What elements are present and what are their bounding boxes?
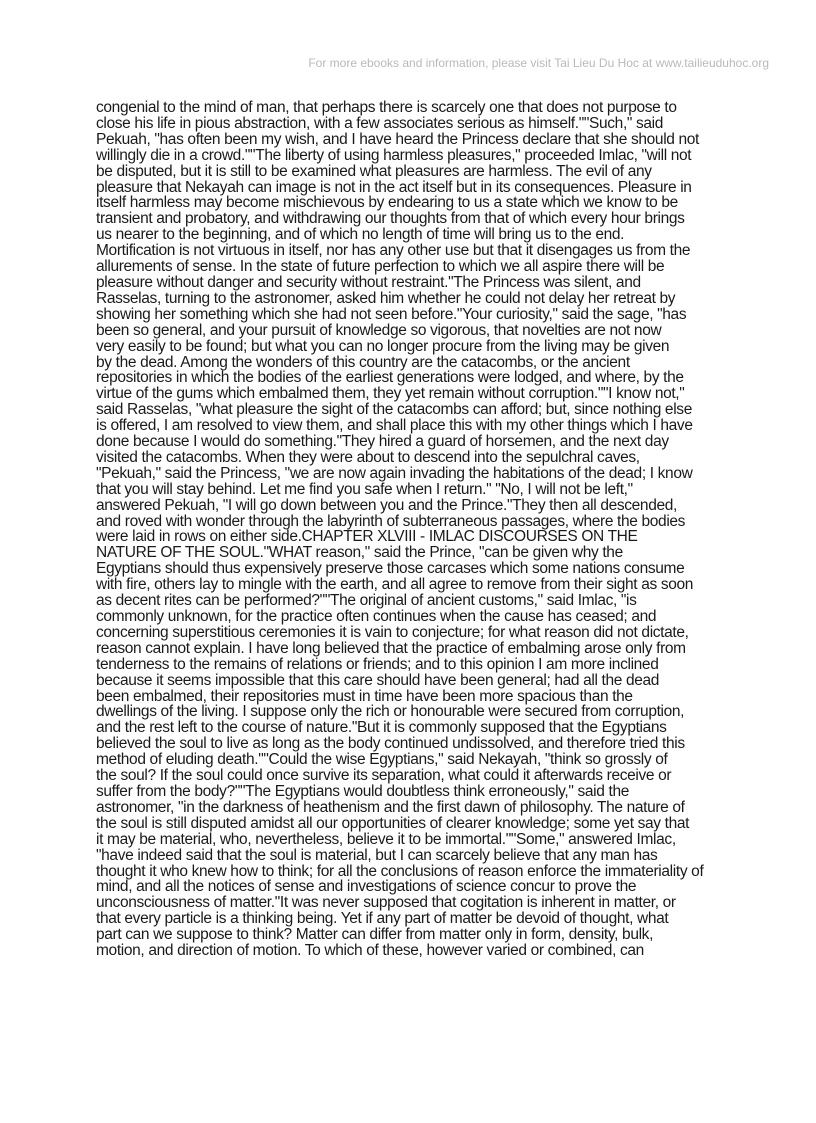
text-line: because it seems impossible that this care should have been general; had all the dead bbox=[96, 671, 660, 689]
text-line: "have indeed said that the soul is material, but I can scarcely believe that any man has bbox=[96, 846, 658, 864]
text-line: been so general, and your pursuit of knowledge so vigorous, that novelties are not now bbox=[96, 321, 662, 339]
text-line: virtue of the gums which embalmed them, they yet remain without corruption.""I know not," bbox=[96, 385, 685, 403]
text-line: willingly die in a crowd.""The liberty of using harmless pleasures," proceeded Imlac, "will not bbox=[96, 146, 692, 164]
text-line: Pekuah, "has often been my wish, and I have heard the Princess declare that she should not bbox=[96, 130, 700, 148]
text-line: thought it who knew how to think; for all the conclusions of reason enforce the immateriality of bbox=[96, 862, 704, 880]
text-line: part can we suppose to think? Matter can differ from matter only in form, density, bulk, bbox=[96, 926, 654, 944]
text-line: repositories in which the bodies of the earliest generations were lodged, and where, by the bbox=[96, 369, 684, 387]
text-line: answered Pekuah, "I will go down between you and the Prince."They then all descended, bbox=[96, 496, 677, 514]
text-line: Egyptians should thus expensively preserve those carcases which some nations consume bbox=[96, 560, 685, 578]
text-line: motion, and direction of motion. To which of these, however varied or combined, can bbox=[96, 942, 644, 960]
text-line: commonly unknown, for the practice often continues when the cause has ceased; and bbox=[96, 608, 657, 625]
text-line: that every particle is a thinking being. Yet if any part of matter be devoid of thought, what bbox=[96, 910, 669, 928]
text-line: by the dead. Among the wonders of this country are the catacombs, or the ancient bbox=[96, 353, 630, 371]
text-line: as decent rites can be performed?""The original of ancient customs," said Imlac, "is bbox=[96, 592, 637, 610]
website-note: For more ebooks and information, please visit Tai Lieu Du Hoc at www.tailieuduhoc.org bbox=[308, 56, 769, 70]
text-line: pleasure that Nekayah can image is not in the act itself but in its consequences. Pleasure in bbox=[96, 178, 692, 196]
text-line: allurements of sense. In the state of future perfection to which we all aspire there will be bbox=[96, 258, 665, 276]
text-line: the soul is still disputed amidst all our opportunities of clearer knowledge; some yet say that bbox=[96, 814, 690, 832]
text-line: method of eluding death.""Could the wise Egyptians," said Nekayah, "think so grossly of bbox=[96, 751, 668, 769]
text-line: dwellings of the living. I suppose only the rich or honourable were secured from corruption, bbox=[96, 703, 685, 721]
text-line: concerning superstitious ceremonies it is vain to conjecture; for what reason did not dictate, bbox=[96, 623, 689, 641]
text-line: said Rasselas, "what pleasure the sight of the catacombs can afford; but, since nothing else bbox=[96, 401, 692, 419]
text-line: is offered, I am resolved to view them, and shall place this with my other things which I have bbox=[96, 417, 693, 435]
text-line: and roved with wonder through the labyrinth of subterraneous passages, where the bodies bbox=[96, 512, 686, 530]
text-line: believed the soul to live as long as the body continued undissolved, and therefore tried this bbox=[96, 735, 685, 753]
text-line: astronomer, "in the darkness of heathenism and the first dawn of philosophy. The nature of bbox=[96, 798, 685, 816]
text-line: us nearer to the beginning, and of which no length of time will bring us to the end. bbox=[96, 226, 625, 244]
text-line: itself harmless may become mischievous by endearing to us a state which we know to be bbox=[96, 194, 678, 212]
text-line: with fire, others lay to mingle with the earth, and all agree to remove from their sight as soon bbox=[96, 576, 694, 594]
text-line: suffer from the body?""The Egyptians would doubtless think erroneously," said the bbox=[96, 782, 629, 800]
body-text bbox=[96, 100, 736, 959]
text-line: transient and probatory, and withdrawing our thoughts from that of which every hour brings bbox=[96, 210, 685, 228]
text-line: "Pekuah," said the Princess, "we are now again invading the habitations of the dead; I know bbox=[96, 464, 693, 482]
text-line: reason cannot explain. I have long believed that the practice of embalming arose only from bbox=[96, 639, 686, 657]
text-line: and the rest left to the course of nature."But it is commonly supposed that the Egyptians bbox=[96, 719, 667, 737]
text-line: showing her something which she had not seen before."Your curiosity," said the sage, "has bbox=[96, 305, 687, 323]
text-line: NATURE OF THE SOUL."WHAT reason," said the Prince, "can be given why the bbox=[96, 544, 623, 562]
text-line: be disputed, but it is still to be examined what pleasures are harmless. The evil of any bbox=[96, 162, 652, 180]
text-line: it may be material, who, nevertheless, believe it to be immortal.""Some," answered Imlac, bbox=[96, 830, 676, 848]
text-line: very easily to be found; but what you can no longer procure from the living may be given bbox=[96, 337, 670, 355]
text-line: Mortification is not virtuous in itself, nor has any other use but that it disengages us from the bbox=[96, 242, 691, 260]
text-line: visited the catacombs. When they were about to descend into the sepulchral caves, bbox=[96, 448, 640, 466]
text-line: congenial to the mind of man, that perhaps there is scarcely one that does not purpose to bbox=[96, 99, 677, 116]
text-line: were laid in rows on either side.CHAPTER XLVIII - IMLAC DISCOURSES ON THE bbox=[96, 528, 638, 546]
text-line: unconsciousness of matter."It was never supposed that cogitation is inherent in matter, or bbox=[96, 894, 676, 912]
text-line: that you will stay behind. Let me find you safe when I return." "No, I will not be left," bbox=[96, 480, 633, 498]
text-line: mind, and all the notices of sense and investigations of science concur to prove the bbox=[96, 878, 637, 896]
text-line: close his life in pious abstraction, with a few associates serious as himself.""Such," said bbox=[96, 114, 664, 132]
text-line: been embalmed, their repositories must in time have been more spacious than the bbox=[96, 687, 633, 705]
text-line: pleasure without danger and security without restraint."The Princess was silent, and bbox=[96, 273, 641, 291]
text-line: done because I would do something."They hired a guard of horsemen, and the next day bbox=[96, 433, 669, 451]
text-line: tenderness to the remains of relations or friends; and to this opinion I am more inclined bbox=[96, 655, 659, 673]
text-line: Rasselas, turning to the astronomer, asked him whether he could not delay her retreat by bbox=[96, 289, 676, 307]
text-line: the soul? If the soul could once survive its separation, what could it afterwards receive or bbox=[96, 767, 672, 785]
